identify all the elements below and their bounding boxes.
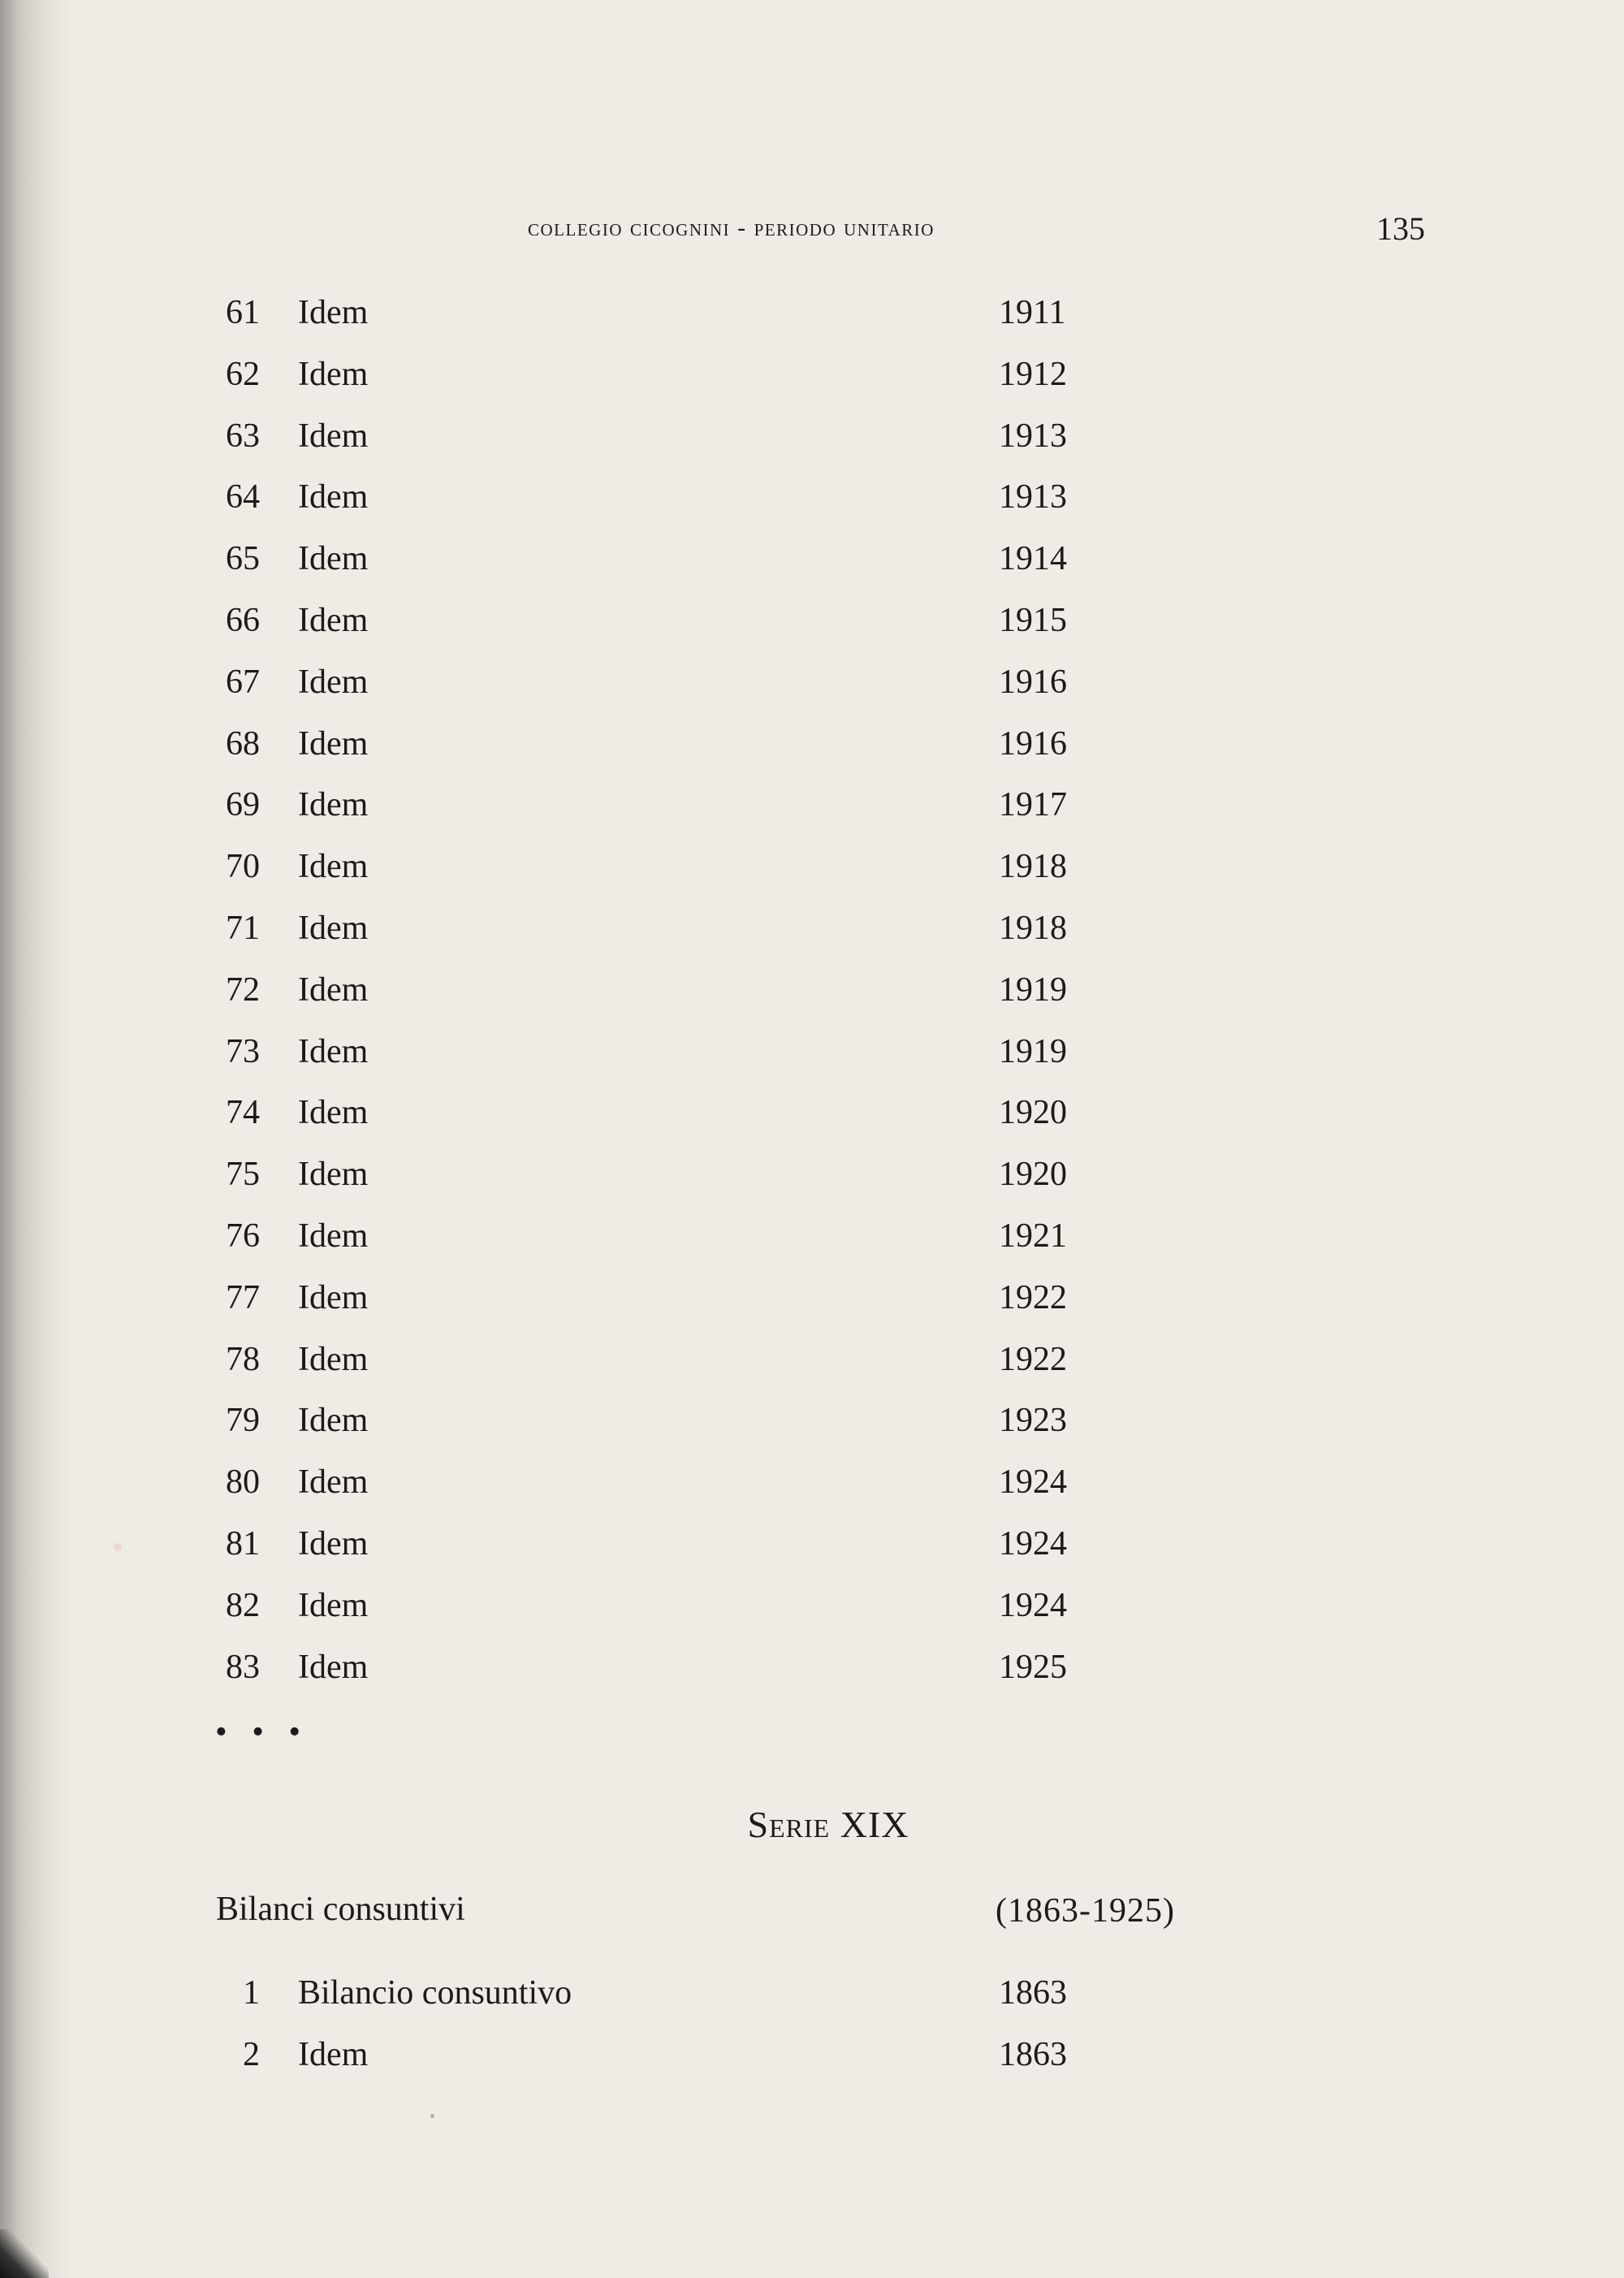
- item-number: 71: [226, 910, 260, 947]
- item-description: Idem: [298, 417, 369, 455]
- item-number: 72: [226, 970, 260, 1009]
- item-description: Idem: [298, 294, 369, 331]
- list-item: [0, 838, 1624, 895]
- item-number: 77: [226, 1278, 260, 1316]
- item-year: 1923: [999, 1402, 1067, 1440]
- list-item: [0, 776, 1624, 833]
- item-number: 63: [226, 417, 260, 455]
- item-year: 1863: [999, 1974, 1067, 2012]
- list-item: [0, 1454, 1624, 1511]
- list-item: [0, 1392, 1624, 1449]
- item-year: 1919: [999, 970, 1067, 1009]
- list-item: [0, 962, 1624, 1018]
- list-item: [0, 2026, 1624, 2083]
- item-year: 1911: [999, 294, 1066, 331]
- item-number: 79: [226, 1402, 260, 1440]
- list-item: [0, 1146, 1624, 1203]
- item-description: Idem: [298, 540, 369, 578]
- item-number: 78: [226, 1340, 260, 1378]
- item-year: 1919: [999, 1032, 1067, 1070]
- item-description: Idem: [298, 1463, 369, 1502]
- list-item: [0, 469, 1624, 525]
- item-description: Bilancio consuntivo: [298, 1974, 572, 2012]
- item-number: 61: [226, 294, 260, 331]
- list-item: [0, 284, 1624, 341]
- list-item: [0, 1084, 1624, 1141]
- list-item: [0, 1577, 1624, 1634]
- item-year: 1925: [999, 1648, 1067, 1686]
- item-number: 65: [226, 540, 260, 578]
- page-corner-shadow: [0, 2229, 49, 2278]
- item-number: 69: [226, 786, 260, 824]
- item-year: 1920: [999, 1094, 1067, 1132]
- item-year: 1913: [999, 417, 1067, 455]
- item-year: 1913: [999, 478, 1067, 517]
- item-description: Idem: [298, 1094, 369, 1132]
- paper-speck: [430, 2114, 434, 2118]
- item-year: 1916: [999, 663, 1067, 701]
- series-title: Bilanci consuntivi: [216, 1891, 465, 1928]
- item-description: Idem: [298, 1525, 369, 1563]
- item-description: Idem: [298, 1156, 369, 1194]
- item-number: 64: [226, 478, 260, 517]
- item-year: 1922: [999, 1278, 1067, 1316]
- item-description: Idem: [298, 1278, 369, 1316]
- item-number: 74: [226, 1094, 260, 1132]
- list-item: [0, 1269, 1624, 1326]
- item-year: 1915: [999, 602, 1067, 639]
- series-heading: Serie XIX: [747, 1804, 909, 1845]
- item-year: 1920: [999, 1156, 1067, 1194]
- item-description: Idem: [298, 1586, 369, 1624]
- continuation-ellipsis: • • •: [215, 1714, 309, 1751]
- item-number: 83: [226, 1648, 260, 1686]
- item-year: 1921: [999, 1217, 1067, 1255]
- list-item: [0, 1515, 1624, 1572]
- item-number: 68: [226, 724, 260, 763]
- item-description: Idem: [298, 2035, 369, 2073]
- item-year: 1917: [999, 786, 1067, 824]
- item-number: 80: [226, 1463, 260, 1502]
- item-description: Idem: [298, 1402, 369, 1440]
- list-item: [0, 1639, 1624, 1696]
- item-number: 66: [226, 602, 260, 639]
- list-item: [0, 900, 1624, 957]
- running-head: collegio cicognini - periodo unitario: [528, 214, 935, 241]
- list-item: [0, 1331, 1624, 1388]
- item-year: 1912: [999, 355, 1067, 393]
- page-header: [0, 210, 1624, 250]
- list-item: [0, 408, 1624, 465]
- item-description: Idem: [298, 1648, 369, 1686]
- item-year: 1863: [999, 2035, 1067, 2073]
- item-number: 82: [226, 1586, 260, 1624]
- item-number: 1: [243, 1974, 260, 2012]
- item-year: 1924: [999, 1525, 1067, 1563]
- item-year: 1924: [999, 1463, 1067, 1502]
- item-description: Idem: [298, 910, 369, 947]
- item-number: 62: [226, 355, 260, 393]
- item-description: Idem: [298, 478, 369, 517]
- item-year: 1914: [999, 540, 1067, 578]
- item-description: Idem: [298, 970, 369, 1009]
- item-number: 76: [226, 1217, 260, 1255]
- item-description: Idem: [298, 1032, 369, 1070]
- item-year: 1922: [999, 1340, 1067, 1378]
- list-item: [0, 654, 1624, 711]
- item-year: 1918: [999, 910, 1067, 947]
- item-description: Idem: [298, 663, 369, 701]
- item-number: 75: [226, 1156, 260, 1194]
- item-description: Idem: [298, 602, 369, 639]
- item-description: Idem: [298, 1340, 369, 1378]
- item-description: Idem: [298, 1217, 369, 1255]
- item-year: 1918: [999, 848, 1067, 886]
- item-year: 1916: [999, 724, 1067, 763]
- item-year: 1924: [999, 1586, 1067, 1624]
- page-number: 135: [1376, 210, 1425, 247]
- list-item: [0, 1208, 1624, 1264]
- item-description: Idem: [298, 786, 369, 824]
- item-number: 70: [226, 848, 260, 886]
- list-item: [0, 530, 1624, 587]
- list-item: [0, 592, 1624, 649]
- list-item: [0, 1023, 1624, 1080]
- list-item: [0, 715, 1624, 772]
- list-item: [0, 1965, 1624, 2021]
- item-number: 81: [226, 1525, 260, 1563]
- item-description: Idem: [298, 724, 369, 763]
- item-number: 73: [226, 1032, 260, 1070]
- item-description: Idem: [298, 848, 369, 886]
- list-item: [0, 346, 1624, 403]
- item-number: 2: [243, 2035, 260, 2073]
- series-date-range: (1863-1925): [996, 1892, 1175, 1930]
- item-number: 67: [226, 663, 260, 701]
- item-description: Idem: [298, 355, 369, 393]
